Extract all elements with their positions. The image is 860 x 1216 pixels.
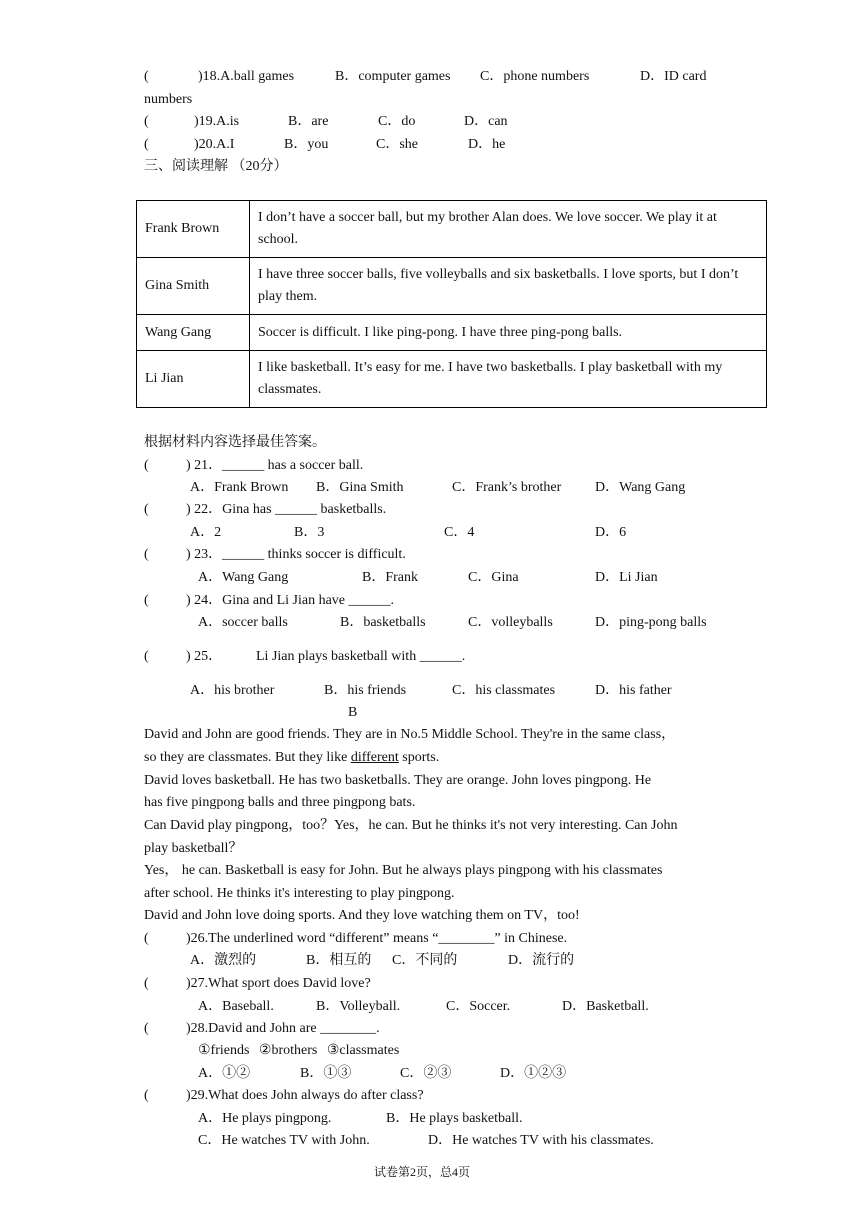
q24-option-c: C．volleyballs <box>468 615 553 630</box>
q21-option-d: D．Wang Gang <box>595 480 686 495</box>
q20-option-d: D．he <box>468 137 506 152</box>
q29-stem: )29.What does John always do after class? <box>186 1088 424 1103</box>
q24-option-a: A．soccer balls <box>198 615 288 630</box>
table-row <box>137 258 767 315</box>
q25-option-a: A．his brother <box>190 683 275 698</box>
q21-option-a: A．Frank Brown <box>190 480 289 495</box>
table-row <box>137 201 767 258</box>
q28-option-b: B．①③ <box>300 1066 352 1081</box>
q28-option-c: C．②③ <box>400 1066 452 1081</box>
q28-paren: ( <box>144 1021 149 1036</box>
q22-option-c: C．4 <box>444 525 475 540</box>
reading-table <box>136 200 767 408</box>
passage-line: Can David play pingpong，too？Yes，he can. But he thinks it's not very interesting. Can John <box>144 818 678 833</box>
q23-option-b: B．Frank <box>362 570 418 585</box>
q18-paren: ( <box>144 69 149 84</box>
q22-stem: ) 22．Gina has ______ basketballs. <box>186 502 387 517</box>
q23-option-c: C．Gina <box>468 570 519 585</box>
q26-paren: ( <box>144 931 149 946</box>
q22-option-a: A．2 <box>190 525 222 540</box>
table-cell-name: Gina Smith <box>137 258 250 315</box>
q19-option-c: C．do <box>378 114 416 129</box>
q28-option-d: D．①②③ <box>500 1066 567 1081</box>
q25-number: ) 25． <box>186 649 223 664</box>
q23-option-a: A．Wang Gang <box>198 570 289 585</box>
q29-paren: ( <box>144 1088 149 1103</box>
q21-option-b: B．Gina Smith <box>316 480 404 495</box>
q24-option-d: D．ping-pong balls <box>595 615 707 630</box>
table-cell-text: I have three soccer balls, five volleyballs and six basketballs. I love sports, but I don’t play them. <box>250 258 767 315</box>
q24-stem: ) 24．Gina and Li Jian have ______. <box>186 593 395 608</box>
q20-option-b: B．you <box>284 137 329 152</box>
table-cell-text: I don’t have a soccer ball, but my brother Alan does. We love soccer. We play it at school. <box>250 201 767 258</box>
section-title: 三、阅读理解 （20分） <box>144 159 288 174</box>
q26-stem: )26.The underlined word “different” means “________” in Chinese. <box>186 931 568 946</box>
table-cell-name: Frank Brown <box>137 201 250 258</box>
q27-paren: ( <box>144 976 149 991</box>
q18-option-d-wrap: numbers <box>144 92 193 107</box>
passage-line: David and John love doing sports. And they love watching them on TV，too! <box>144 908 580 923</box>
q29-option-c: C．He watches TV with John. <box>198 1133 370 1148</box>
q20-option-a: )20.A.I <box>194 137 235 152</box>
q22-option-d: D．6 <box>595 525 627 540</box>
q22-paren: ( <box>144 502 149 517</box>
q28-stem: )28.David and John are ________. <box>186 1021 380 1036</box>
q26-option-d: D．流行的 <box>508 953 575 968</box>
q27-option-a: A．Baseball. <box>198 999 274 1014</box>
q27-option-c: C．Soccer. <box>446 999 511 1014</box>
q27-option-d: D．Basketball. <box>562 999 649 1014</box>
q26-option-a: A．激烈的 <box>190 953 257 968</box>
q19-paren: ( <box>144 114 149 129</box>
q24-option-b: B．basketballs <box>340 615 426 630</box>
q24-paren: ( <box>144 593 149 608</box>
passage-line: David loves basketball. He has two basketballs. They are orange. John loves pingpong. He <box>144 773 652 788</box>
q25-option-b: B．his friends <box>324 683 407 698</box>
page-footer: 试卷第2页，总4页 <box>374 1165 471 1179</box>
q23-paren: ( <box>144 547 149 562</box>
passage-line: has five pingpong balls and three pingpong bats. <box>144 795 416 810</box>
q29-option-a: A．He plays pingpong. <box>198 1111 332 1126</box>
q25-option-c: C．his classmates <box>452 683 556 698</box>
q26-option-b: B．相互的 <box>306 953 372 968</box>
q21-paren: ( <box>144 458 149 473</box>
q25-stem: Li Jian plays basketball with ______. <box>256 649 466 664</box>
q27-stem: )27.What sport does David love? <box>186 976 371 991</box>
q28-option-a: A．①② <box>198 1066 251 1081</box>
passage-line: Yes， he can. Basketball is easy for John. But he always plays pingpong with his classmates <box>144 863 663 878</box>
q26-option-c: C．不同的 <box>392 953 458 968</box>
q19-option-d: D．can <box>464 114 508 129</box>
table-cell-text: I like basketball. It’s easy for me. I have two basketballs. I play basketball with my classmates. <box>250 351 767 408</box>
passage-line: David and John are good friends. They are in No.5 Middle School. They're in the same class， <box>144 727 676 742</box>
q18-option-a: )18.A.ball games <box>198 69 295 84</box>
table-row <box>137 315 767 351</box>
table-cell-name: Wang Gang <box>137 315 250 351</box>
passage-text: so they are classmates. But they like <box>144 750 351 765</box>
q18-option-c: C．phone numbers <box>480 69 590 84</box>
q19-option-b: B．are <box>288 114 329 129</box>
q29-option-b: B．He plays basketball. <box>386 1111 523 1126</box>
passage-label: B <box>348 705 358 720</box>
q20-paren: ( <box>144 137 149 152</box>
q22-option-b: B．3 <box>294 525 325 540</box>
table-cell-name: Li Jian <box>137 351 250 408</box>
q19-option-a: )19.A.is <box>194 114 240 129</box>
passage-line: after school. He thinks it's interesting to play pingpong. <box>144 886 455 901</box>
q18-option-b: B．computer games <box>335 69 451 84</box>
q28-items: ①friends ②brothers ③classmates <box>198 1043 400 1058</box>
table-row <box>137 351 767 408</box>
passage-line: play basketball？ <box>144 841 243 856</box>
instruction: 根据材料内容选择最佳答案。 <box>144 435 326 450</box>
passage-line <box>144 749 439 767</box>
q23-option-d: D．Li Jian <box>595 570 658 585</box>
underlined-word: different <box>350 750 399 765</box>
passage-text: sports. <box>398 750 440 765</box>
q20-option-c: C．she <box>376 137 418 152</box>
q29-option-d: D．He watches TV with his classmates. <box>428 1133 654 1148</box>
q23-stem: ) 23．______ thinks soccer is difficult. <box>186 547 406 562</box>
q27-option-b: B．Volleyball. <box>316 999 401 1014</box>
q18-option-d: D．ID card <box>640 69 707 84</box>
q25-paren: ( <box>144 649 149 664</box>
q21-option-c: C．Frank’s brother <box>452 480 562 495</box>
q21-stem: ) 21．______ has a soccer ball. <box>186 458 364 473</box>
table-cell-text: Soccer is difficult. I like ping-pong. I have three ping-pong balls. <box>250 315 767 351</box>
q25-option-d: D．his father <box>595 683 672 698</box>
